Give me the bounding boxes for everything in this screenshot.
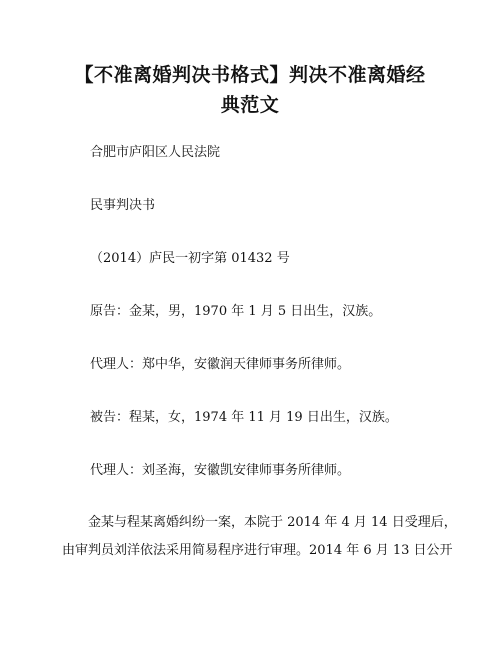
court-name: 合肥市庐阳区人民法院 xyxy=(90,145,221,160)
plaintiff-info: 原告：金某，男，1970 年 1 月 5 日出生，汉族。 xyxy=(90,304,382,319)
plaintiff-agent: 代理人：郑中华，安徽润天律师事务所律师。 xyxy=(90,357,351,372)
defendant-agent: 代理人：刘圣海，安徽凯安律师事务所律师。 xyxy=(90,463,351,478)
title-line-2: 典范文 xyxy=(220,94,280,116)
body-line-2: 由审判员刘洋依法采用简易程序进行审理。2014 年 6 月 13 日公开 xyxy=(62,543,453,558)
document-title xyxy=(40,60,460,120)
defendant-info: 被告：程某，女，1974 年 11 月 19 日出生，汉族。 xyxy=(90,410,398,425)
case-number: （2014）庐民一初字第 01432 号 xyxy=(90,251,290,266)
document-type: 民事判决书 xyxy=(90,198,156,213)
body-line-1: 金某与程某离婚纠纷一案，本院于 2014 年 4 月 14 日受理后， xyxy=(88,515,457,530)
case-body-paragraph xyxy=(62,509,457,565)
title-line-1: 【不准离婚判决书格式】判决不准离婚经 xyxy=(74,64,426,86)
